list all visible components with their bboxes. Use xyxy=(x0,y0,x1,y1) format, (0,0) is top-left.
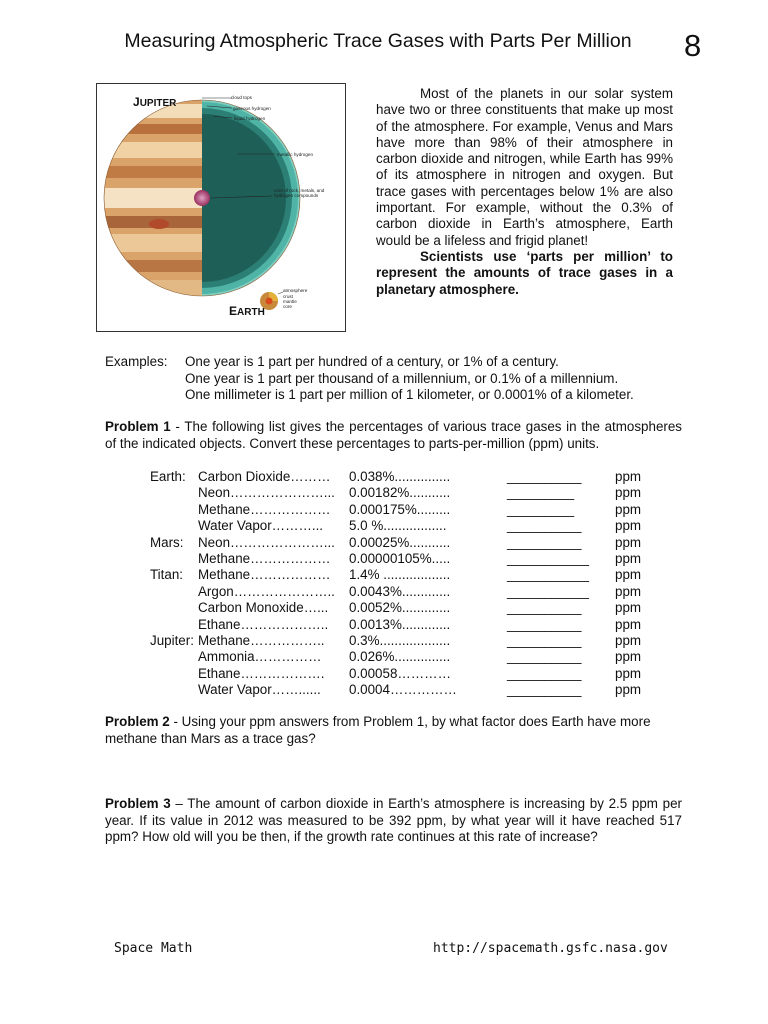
table-cell-gas: Methane……………… xyxy=(198,567,331,583)
table-cell-unit: ppm xyxy=(615,501,642,517)
page-title: Measuring Atmospheric Trace Gases with Parts Per Million xyxy=(124,30,632,52)
problem-3-label: Problem 3 xyxy=(105,796,171,811)
examples-label: Examples: xyxy=(105,354,168,369)
table-cell-value: 0.0013%............. xyxy=(349,616,451,632)
page-number: 8 xyxy=(684,28,702,63)
table-cell-gas: Water Vapor……...... xyxy=(198,682,321,698)
problem-2-text: Problem 2 - Using your ppm answers from Problem 1, by what factor does Earth have more methane than Mars as a trace gas? xyxy=(105,714,651,746)
table-cell-obj: Jupiter: xyxy=(150,633,194,648)
table-cell-unit: ppm xyxy=(615,551,642,566)
table-cell-value: 0.00025%........... xyxy=(349,534,451,550)
table-cell-gas: Ethane………………. xyxy=(198,665,325,681)
layer-label: cloud tops xyxy=(231,95,252,100)
example-line: One year is 1 part per hundred of a century, or 1% of a century. xyxy=(185,354,559,369)
table-cell-value: 0.038%............... xyxy=(349,469,451,484)
earth-layer-label: mantle xyxy=(283,299,297,304)
intro-text xyxy=(376,86,673,298)
footer-brand: Space Math xyxy=(114,941,193,956)
footer-url: http://spacemath.gsfc.nasa.gov xyxy=(433,941,668,956)
table-cell-value: 0.3%................... xyxy=(349,633,451,648)
jupiter-earth-interior-figure xyxy=(96,83,346,332)
problem-1-label: Problem 1 xyxy=(105,419,171,434)
table-cell-unit: ppm xyxy=(615,469,642,484)
table-cell-blank[interactable]: _________ xyxy=(507,501,575,517)
example-line: One millimeter is 1 part per million of 1 kilometer, or 0.0001% of a kilometer. xyxy=(185,387,634,402)
table-cell-unit: ppm xyxy=(615,633,642,648)
table-cell-value: 0.00058………… xyxy=(349,665,451,681)
table-cell-blank[interactable]: __________ xyxy=(507,665,582,681)
table-cell-unit: ppm xyxy=(615,567,642,583)
layer-label: liquid hydrogen xyxy=(234,116,266,121)
table-cell-value: 1.4% .................. xyxy=(349,567,451,583)
table-cell-obj: Titan: xyxy=(150,567,183,583)
table-cell-value: 0.0052%............. xyxy=(349,600,451,616)
table-cell-unit: ppm xyxy=(615,616,642,632)
table-cell-blank[interactable]: __________ xyxy=(507,600,582,616)
table-cell-value: 0.026%............... xyxy=(349,649,451,665)
jupiter-cutaway-illustration xyxy=(97,84,345,331)
table-cell-unit: ppm xyxy=(615,665,642,681)
earth-layer-label: crust xyxy=(283,294,293,299)
table-cell-unit: ppm xyxy=(615,534,642,550)
table-cell-gas: Ethane……………….. xyxy=(198,616,329,632)
table-cell-blank[interactable]: __________ xyxy=(507,649,582,665)
table-cell-gas: Neon…………………... xyxy=(198,485,335,501)
earth-layer-label: core xyxy=(283,304,292,309)
table-cell-obj: Mars: xyxy=(150,534,184,550)
table-cell-blank[interactable]: __________ xyxy=(507,534,582,550)
problem-3-text: Problem 3 – The amount of carbon dioxide in Earth’s atmosphere is increasing by 2.5 ppm per year. If its value in 2012 was measured to be 392 ppm, by what year will it have reached 517 ppm? How old will you be then, if the growth rate continues at this rate of increase? xyxy=(105,796,682,844)
table-cell-blank[interactable]: __________ xyxy=(507,682,582,698)
table-cell-gas: Water Vapor………... xyxy=(198,518,324,534)
table-cell-gas: Methane…………….. xyxy=(198,633,325,648)
table-cell-gas: Neon…………………... xyxy=(198,534,335,550)
intro-bold-statement: Scientists use ‘parts per million’ to represent the amounts of trace gases in a planetary atmosphere. xyxy=(376,248,673,297)
table-cell-blank[interactable]: ___________ xyxy=(507,583,589,599)
table-cell-gas: Carbon Monoxide…... xyxy=(198,600,329,616)
table-cell-value: 0.00182%........... xyxy=(349,485,451,501)
layer-label: metallic hydrogen xyxy=(277,152,314,157)
table-cell-gas: Ammonia…………… xyxy=(198,649,322,665)
earth-layer-label: atmosphere xyxy=(283,288,308,293)
table-cell-value: 0.0043%............. xyxy=(349,583,451,599)
table-cell-gas: Methane……………… xyxy=(198,551,331,566)
table-cell-blank[interactable]: __________ xyxy=(507,616,582,632)
problem-1-text: Problem 1 - The following list gives the percentages of various trace gases in the atmospheres of the indicated objects. Convert these percentages to parts-per-million (ppm) units. xyxy=(105,419,682,451)
jupiter-label: JUPITER xyxy=(133,95,177,109)
table-cell-unit: ppm xyxy=(615,682,642,698)
table-cell-unit: ppm xyxy=(615,649,642,665)
table-cell-gas: Methane……………… xyxy=(198,501,331,517)
layer-label: core of rock, metals, and hydrogen compounds xyxy=(274,188,325,198)
table-cell-unit: ppm xyxy=(615,600,642,616)
table-cell-unit: ppm xyxy=(615,485,642,501)
table-cell-blank[interactable]: ___________ xyxy=(507,551,589,566)
intro-paragraph: Most of the planets in our solar system have two or three constituents that make up most of the atmosphere. For example, Venus and Mars have more than 98% of their atmosphere in carbon dioxide and nitrogen, while Earth has 99% of its atmosphere in nitrogen and oxygen. But trace gases with percentages below 1% are also important. For example, without the 0.3% of carbon dioxide in Earth’s atmosphere, Earth would be a lifeless and frigid planet! xyxy=(376,86,673,248)
table-cell-blank[interactable]: ___________ xyxy=(507,567,589,583)
table-cell-gas: Argon………………….. xyxy=(198,583,335,599)
problem-2-label: Problem 2 xyxy=(105,714,170,729)
example-line: One year is 1 part per thousand of a millennium, or 0.1% of a millennium. xyxy=(185,370,619,386)
table-cell-obj: Earth: xyxy=(150,469,186,484)
table-cell-value: 0.00000105%..... xyxy=(349,551,451,566)
table-cell-gas: Carbon Dioxide……… xyxy=(198,469,331,484)
table-cell-blank[interactable]: __________ xyxy=(507,633,582,648)
earth-label: EARTH xyxy=(229,304,265,318)
table-cell-blank[interactable]: __________ xyxy=(507,518,582,534)
table-cell-unit: ppm xyxy=(615,583,642,599)
table-cell-unit: ppm xyxy=(615,518,642,534)
layer-label: gaseous hydrogen xyxy=(233,106,271,111)
table-cell-blank[interactable]: __________ xyxy=(507,469,582,484)
table-cell-blank[interactable]: _________ xyxy=(507,485,575,501)
table-cell-value: 0.000175%......... xyxy=(349,501,451,517)
table-cell-value: 5.0 %................. xyxy=(349,518,447,534)
table-cell-value: 0.0004…………… xyxy=(349,682,457,698)
